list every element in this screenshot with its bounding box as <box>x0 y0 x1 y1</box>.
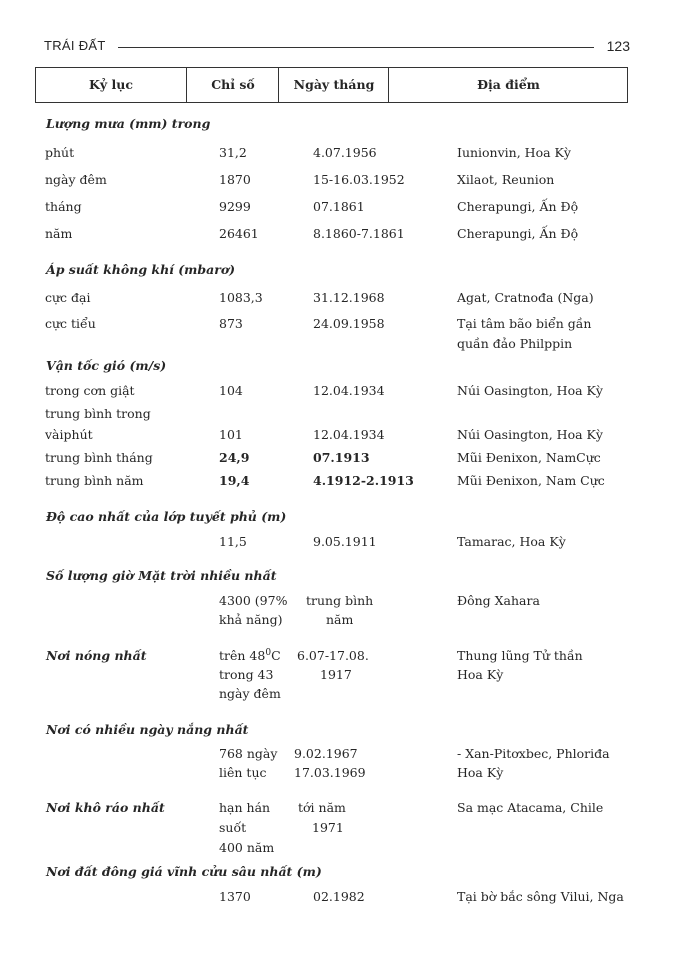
record-place: Mũi Đenixon, Nam Cực <box>457 473 605 488</box>
record-value: 1370 <box>219 889 251 904</box>
record-date: 4.07.1956 <box>313 145 377 160</box>
record-value: 26461 <box>219 226 259 241</box>
record-date: 1917 <box>320 667 352 682</box>
record-date: 9.05.1911 <box>313 534 377 549</box>
record-date: 07.1913 <box>313 450 370 465</box>
record-date: 8.1860-7.1861 <box>313 226 405 241</box>
record-value: liên tục <box>219 765 267 780</box>
record-date: tới năm <box>298 800 346 815</box>
page-number: 123 <box>606 38 630 54</box>
record-place: Agat, Cratnođa (Nga) <box>457 290 594 305</box>
record-date: 07.1861 <box>313 199 365 214</box>
record-place: Sa mạc Atacama, Chile <box>457 800 604 815</box>
record-value-unit: C <box>271 648 281 664</box>
record-value: 873 <box>219 316 243 331</box>
record-date: trung bình <box>306 593 374 608</box>
record-date: 12.04.1934 <box>313 383 385 398</box>
record-value: ngày đêm <box>219 686 281 701</box>
section-title-driest: Nơi khô ráo nhất <box>46 800 165 815</box>
section-title-permafrost: Nơi đất đông giá vĩnh cửu sâu nhất (m) <box>46 864 322 879</box>
record-place: Núi Oasington, Hoa Kỳ <box>457 427 603 442</box>
record-value: 768 ngày <box>219 746 278 761</box>
record-date: 15-16.03.1952 <box>313 172 405 187</box>
record-place: Mũi Đenixon, NamCực <box>457 450 601 465</box>
record-place: Cherapungi, Ấn Độ <box>457 199 579 214</box>
record-value: 101 <box>219 427 243 442</box>
record-label: trung bình năm <box>45 473 144 488</box>
record-value: hạn hán <box>219 800 271 815</box>
record-date: 6.07-17.08. <box>297 648 369 663</box>
record-place: - Xan-Pitơxbec, Phloriđa <box>457 746 610 761</box>
record-place: Núi Oasington, Hoa Kỳ <box>457 383 603 398</box>
record-place: Thung lũng Tử thần <box>457 648 583 663</box>
record-value: 400 năm <box>219 840 275 855</box>
record-date: 1971 <box>312 820 344 835</box>
record-date: 17.03.1969 <box>294 765 366 780</box>
record-place: Tamarac, Hoa Kỳ <box>457 534 566 549</box>
record-value: khả năng) <box>219 612 283 627</box>
record-date: 02.1982 <box>313 889 365 904</box>
record-value: 11,5 <box>219 534 247 549</box>
record-value: 24,9 <box>219 450 250 465</box>
record-value: 31,2 <box>219 145 247 160</box>
running-header <box>44 38 630 58</box>
record-place: Tại tâm bão biển gần <box>457 316 592 331</box>
record-value: 1083,3 <box>219 290 263 305</box>
chapter-title: TRÁI ĐẤT <box>44 38 106 53</box>
record-place: Hoa Kỳ <box>457 765 504 780</box>
record-label: phút <box>45 145 75 160</box>
record-label: cực đại <box>45 290 91 305</box>
record-place: Iunionvin, Hoa Kỳ <box>457 145 571 160</box>
record-value: 104 <box>219 383 243 398</box>
record-label: ngày đêm <box>45 172 107 187</box>
record-value: 4300 (97% <box>219 593 288 608</box>
record-place: quần đảo Philppin <box>457 336 573 351</box>
section-title-wind: Vận tốc gió (m/s) <box>46 358 167 373</box>
record-place: Xilaot, Reunion <box>457 172 555 187</box>
record-label: cực tiểu <box>45 316 96 331</box>
record-place-text: Xan-Pitơxbec, Phloriđa <box>465 746 610 761</box>
section-title-rain: Lượng mưa (mm) trong <box>46 116 211 131</box>
record-label: trung bình trong <box>45 406 151 421</box>
record-date: 9.02.1967 <box>294 746 358 761</box>
column-header-place: Địa điểm <box>388 68 628 102</box>
section-title-sunny-days: Nơi có nhiều ngày nắng nhất <box>46 722 249 737</box>
record-label: năm <box>45 226 73 241</box>
record-value: 1870 <box>219 172 251 187</box>
column-header-date: Ngày tháng <box>278 68 389 102</box>
record-label: trung bình tháng <box>45 450 153 465</box>
record-value: suốt <box>219 820 247 835</box>
record-date: 24.09.1958 <box>313 316 385 331</box>
column-header-record: Kỷ lục <box>89 77 133 92</box>
header-rule <box>118 47 594 48</box>
column-header-value: Chỉ số <box>186 68 279 102</box>
record-place: Tại bờ bắc sông Vilui, Nga <box>457 889 624 904</box>
record-place: Hoa Kỳ <box>457 667 504 682</box>
record-label: trong cơn giật <box>45 383 135 398</box>
record-value-superscript: 0 <box>265 648 272 658</box>
record-value-text: trên 48 <box>219 648 266 664</box>
section-title-pressure: Áp suất không khí (mbarơ) <box>46 262 236 277</box>
record-value <box>219 648 281 663</box>
record-date: 12.04.1934 <box>313 427 385 442</box>
record-value: trong 43 <box>219 667 274 682</box>
record-date: 31.12.1968 <box>313 290 385 305</box>
record-value: 9299 <box>219 199 251 214</box>
record-place: Cherapungi, Ấn Độ <box>457 226 579 241</box>
record-value: 19,4 <box>219 473 250 488</box>
section-title-sunshine: Số lượng giờ Mặt trời nhiều nhất <box>46 568 277 583</box>
section-title-hottest: Nơi nóng nhất <box>46 648 147 663</box>
record-date: năm <box>326 612 354 627</box>
record-place: Đông Xahara <box>457 593 540 608</box>
record-label: vàiphút <box>45 427 93 442</box>
record-label: tháng <box>45 199 82 214</box>
record-date: 4.1912-2.1913 <box>313 473 414 488</box>
table-header <box>35 67 628 103</box>
section-title-snow: Độ cao nhất của lớp tuyết phủ (m) <box>46 509 287 524</box>
